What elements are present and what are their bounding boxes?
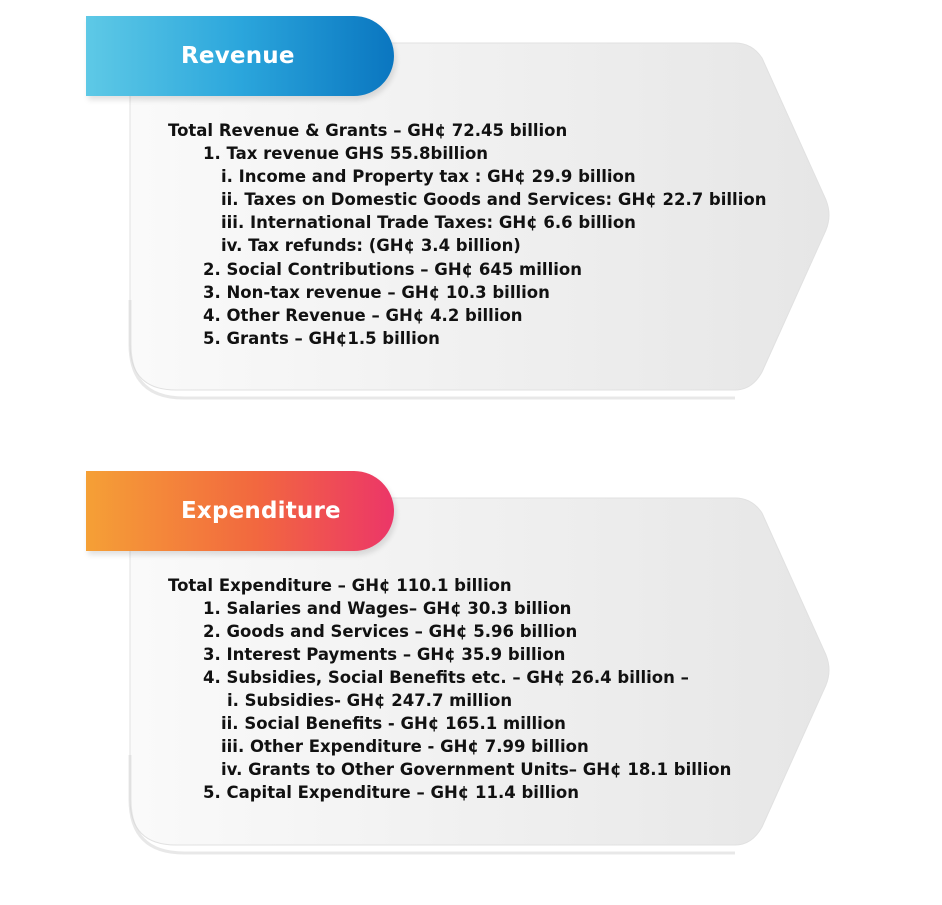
expenditure-item-4-ii: ii. Social Benefits - GH¢ 165.1 million xyxy=(221,714,566,733)
revenue-tab xyxy=(86,16,394,96)
revenue-item-1-iv: iv. Tax refunds: (GH¢ 3.4 billion) xyxy=(221,236,521,255)
revenue-item-2: 2. Social Contributions – GH¢ 645 million xyxy=(203,260,582,279)
revenue-card xyxy=(0,0,942,400)
expenditure-item-3: 3. Interest Payments – GH¢ 35.9 billion xyxy=(203,645,566,664)
expenditure-tab-label: Expenditure xyxy=(181,498,341,524)
revenue-item-1-ii: ii. Taxes on Domestic Goods and Services: GH¢ 22.7 billion xyxy=(221,190,767,209)
expenditure-item-5: 5. Capital Expenditure – GH¢ 11.4 billion xyxy=(203,783,580,802)
expenditure-item-4: 4. Subsidies, Social Benefits etc. – GH¢ 26.4 billion – xyxy=(203,668,689,687)
revenue-total: Total Revenue & Grants – GH¢ 72.45 billion xyxy=(168,121,568,140)
revenue-item-3: 3. Non-tax revenue – GH¢ 10.3 billion xyxy=(203,283,550,302)
expenditure-card xyxy=(0,455,942,855)
revenue-item-5: 5. Grants – GH¢1.5 billion xyxy=(203,329,440,348)
expenditure-tab xyxy=(86,471,394,551)
expenditure-total: Total Expenditure – GH¢ 110.1 billion xyxy=(168,576,512,595)
revenue-item-1-iii: iii. International Trade Taxes: GH¢ 6.6 billion xyxy=(221,213,636,232)
expenditure-item-2: 2. Goods and Services – GH¢ 5.96 billion xyxy=(203,622,578,641)
revenue-item-4: 4. Other Revenue – GH¢ 4.2 billion xyxy=(203,306,523,325)
expenditure-item-4-iii: iii. Other Expenditure - GH¢ 7.99 billion xyxy=(221,737,589,756)
revenue-item-1: 1. Tax revenue GHS 55.8billion xyxy=(203,144,489,163)
expenditure-item-4-i: i. Subsidies- GH¢ 247.7 million xyxy=(227,691,513,710)
expenditure-item-1: 1. Salaries and Wages– GH¢ 30.3 billion xyxy=(203,599,572,618)
expenditure-item-4-iv: iv. Grants to Other Government Units– GH¢ 18.1 billion xyxy=(221,760,732,779)
revenue-item-1-i: i. Income and Property tax : GH¢ 29.9 billion xyxy=(221,167,636,186)
revenue-tab-label: Revenue xyxy=(181,43,295,69)
